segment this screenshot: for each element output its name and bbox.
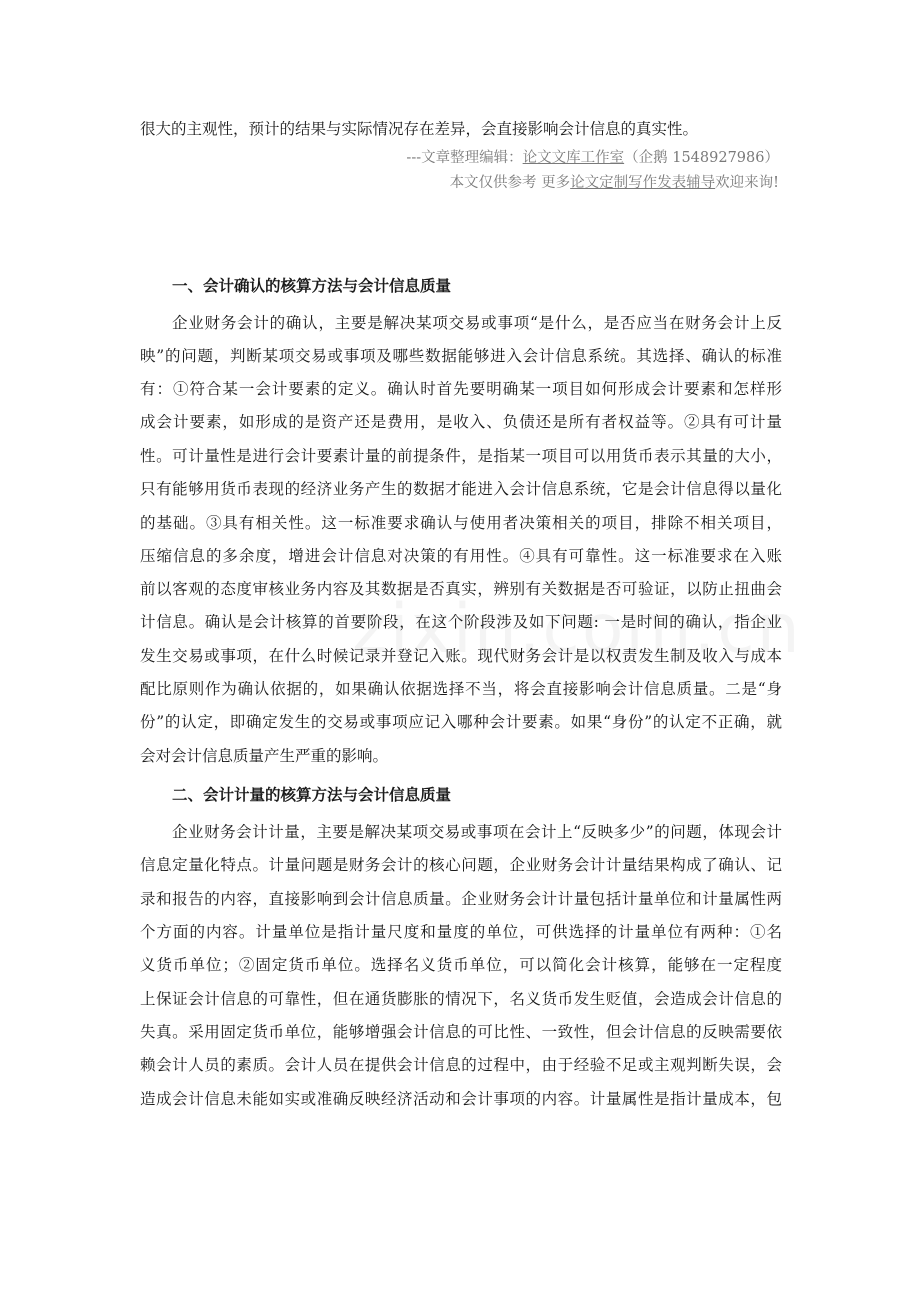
paragraph-line: 企业财务会计计量，主要是解决某项交易或事项在会计上“反映多少”的问题，体现会计	[172, 823, 782, 841]
studio-link[interactable]: 论文文库工作室	[522, 150, 625, 166]
paragraph-line: 只有能够用货币表现的经济业务产生的数据才能进入会计信息系统，它是会计信息得以量化	[140, 480, 782, 498]
paragraph-line: 会对会计信息质量产生严重的影响。	[140, 747, 389, 765]
service-link[interactable]: 论文定制写作发表辅导	[570, 175, 716, 191]
paragraph-line: 赖会计人员的素质。会计人员在提供会计信息的过程中，由于经验不足或主观判断失误，会	[140, 1056, 782, 1074]
paragraph-line: 压缩信息的多余度，增进会计信息对决策的有用性。④具有可靠性。这一标准要求在入账	[140, 547, 782, 565]
paragraph-line: 计信息。确认是会计核算的首要阶段，在这个阶段涉及如下问题: 一是时间的确认，指企业	[140, 613, 782, 631]
paragraph-line: 映”的问题，判断某项交易或事项及哪些数据能够进入会计信息系统。其选择、确认的标准	[140, 347, 782, 365]
paragraph-line: 成会计要素，如形成的是资产还是费用，是收入、负债还是所有者权益等。②具有可计量	[140, 413, 782, 431]
paragraph-line: 信息定量化特点。计量问题是财务会计的核心问题，企业财务会计计量结果构成了确认、记	[140, 856, 782, 874]
paragraph-line: 录和报告的内容，直接影响到会计信息质量。企业财务会计计量包括计量单位和计量属性两	[140, 890, 782, 908]
paragraph-line: 发生交易或事项，在什么时候记录并登记入账。现代财务会计是以权责发生制及收入与成本	[140, 647, 782, 665]
credit-note: 本文仅供参考 更多	[449, 175, 571, 191]
paragraph-line: 造成会计信息未能如实或准确反映经济活动和会计事项的内容。计量属性是指计量成本，包	[140, 1090, 782, 1108]
credit-line-1	[406, 146, 779, 170]
paragraph-line: 有：①符合某一会计要素的定义。确认时首先要明确某一项目如何形成会计要素和怎样形	[140, 380, 782, 398]
credit-line-2	[450, 171, 779, 195]
paragraph-line: 配比原则作为确认依据的，如果确认依据选择不当，将会直接影响会计信息质量。二是“身	[140, 680, 782, 698]
paragraph-line: 份”的认定，即确定发生的交易或事项应记入哪种会计要素。如果“身份”的认定不正确，就	[140, 713, 782, 731]
paragraph-line: 的基础。③具有相关性。这一标准要求确认与使用者决策相关的项目，排除不相关项目，	[140, 514, 782, 532]
paragraph-line: 前以客观的态度审核业务内容及其数据是否真实，辨别有关数据是否可验证，以防止扭曲会	[140, 580, 782, 598]
paragraph-line: 性。可计量性是进行会计要素计量的前提条件，是指某一项目可以用货币表示其量的大小，	[140, 447, 782, 465]
paragraph-line: 个方面的内容。计量单位是指计量尺度和量度的单位，可供选择的计量单位有两种：①名	[140, 923, 782, 941]
paragraph-line: 义货币单位；②固定货币单位。选择名义货币单位，可以简化会计核算，能够在一定程度	[140, 956, 782, 974]
credit-welcome: 欢迎来询!	[715, 175, 779, 191]
credit-prefix: ---文章整理编辑：	[406, 150, 523, 166]
credit-contact: （企鹅 1548927986）	[624, 150, 779, 166]
intro-text-line: 很大的主观性，预计的结果与实际情况存在差异，会直接影响会计信息的真实性。	[140, 120, 699, 138]
paragraph-line: 企业财务会计的确认，主要是解决某项交易或事项“是什么，是否应当在财务会计上反	[172, 314, 782, 332]
paragraph-line: 失真。采用固定货币单位，能够增强会计信息的可比性、一致性，但会计信息的反映需要依	[140, 1023, 782, 1041]
paragraph-line: 上保证会计信息的可靠性，但在通货膨胀的情况下，名义货币发生贬值，会造成会计信息的	[140, 990, 782, 1008]
section-heading-1: 一、会计确认的核算方法与会计信息质量	[172, 277, 452, 295]
section-heading-2: 二、会计计量的核算方法与会计信息质量	[172, 786, 452, 804]
